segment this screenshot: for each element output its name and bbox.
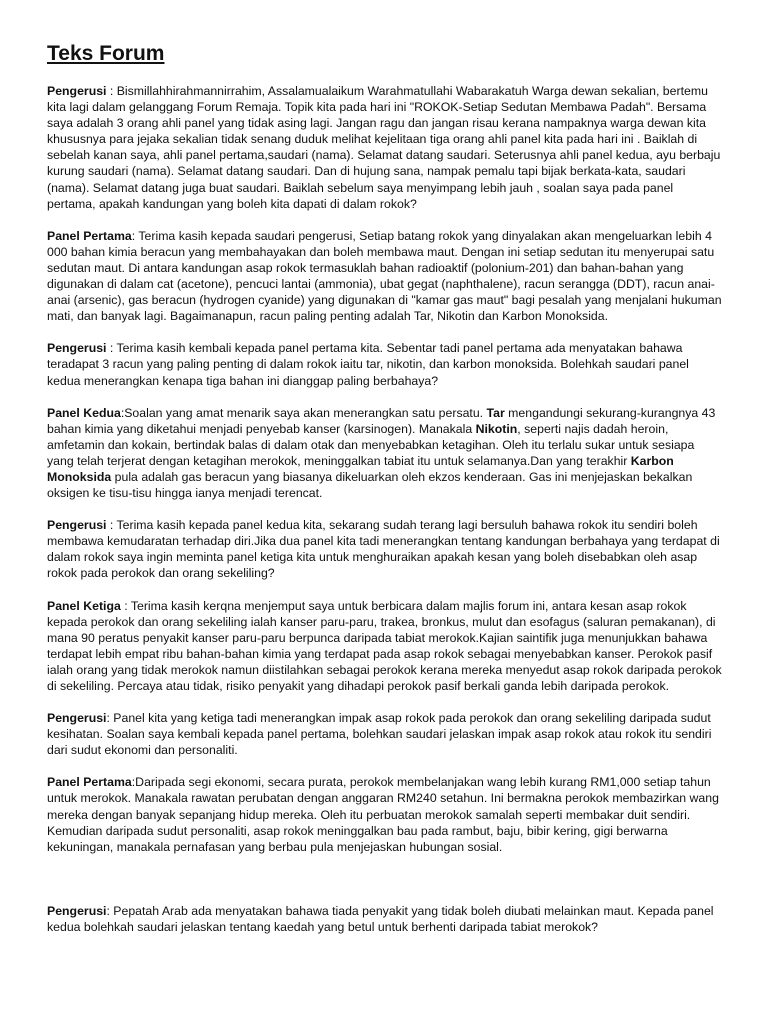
highlighted-term: Nikotin <box>475 421 518 436</box>
forum-paragraph <box>47 517 724 581</box>
paragraph-text: : Terima kasih kepada panel kedua kita, sekarang sudah terang lagi bersuluh bahawa rokok itu sendiri boleh membawa kemudaratan terhadap diri.Jika dua panel kita tadi menerangkan tentang kandungan berbahaya yang terdapat di dalam rokok saya ingin meminta panel ketiga kita untuk menghuraikan apakah kesan yang boleh disebabkan oleh asap rokok pada perokok dan orang sekeliling? <box>47 518 720 581</box>
paragraph-text: , seperti najis dadah heroin, amfetamin dan kokain, bertindak balas di dalam otak dan menyebabkan ketagihan. Oleh itu terlalu sukar untuk sesiapa yang telah terjerat dengan ketagihan merokok, meninggalkan tabiat itu untuk selamanya.Dan yang terakhir <box>47 421 695 468</box>
paragraph-text: mengandungi sekurang-kurangnya 43 bahan kimia yang diketahui menjadi penyebab kanser (karsinogen). Manakala <box>47 405 716 436</box>
forum-paragraph <box>47 903 724 935</box>
speaker-label: Pengerusi <box>47 903 107 918</box>
paragraph-text: :Daripada segi ekonomi, secara purata, perokok membelanjakan wang lebih kurang RM1,000 setiap tahun untuk merokok. Manakala rawatan perubatan dengan anggaran RM240 setahun. Ini bermakna perokok membazirkan wang mereka dengan banyak sepanjang hidup mereka. Oleh itu perbuatan merokok samalah seperti membakar duit sendiri. Kemudian daripada sudut personaliti, asap rokok meninggalkan bau pada rambut, baju, bibir kering, gigi berwarna kekuningan, manakala pernafasan yang berbau pula menjejaskan hubungan sosial. <box>47 775 719 854</box>
paragraph-text: : Terima kasih kerqna menjemput saya untuk berbicara dalam majlis forum ini, antara kesan asap rokok kepada perokok dan orang sekeliling ialah kanser paru-paru, trakea, bronkus, mulut dan esofagus (saluran pemakanan), di mana 90 peratus penyakit kanser paru-paru berpunca daripada tabiat merokok.Kajian saintifik juga menunjukkan bahawa terdapat lebih empat ribu bahan-bahan kimia yang terdapat pada asap rokok sebagai menyebabkan kanser. Perokok pasif ialah orang yang tidak merokok namun diistilahkan sebagai perokok kerana mereka menyedut asap rokok daripada perokok di sekeliling. Percaya atau tidak, risiko penyakit yang dihadapi perokok pasif berkali ganda lebih daripada perokok. <box>47 598 722 693</box>
document-title: Teks Forum <box>47 42 165 65</box>
highlighted-term: Karbon Monoksida <box>47 453 674 484</box>
paragraph-text: : Bismillahhirahmannirrahim, Assalamualaikum Warahmatullahi Wabarakatuh Warga dewan sekalian, bertemu kita lagi dalam gelanggang Forum Remaja. Topik kita pada hari ini "ROKOK-Setiap Sedutan Membawa Padah". Bersama saya adalah 3 orang ahli panel yang tidak asing lagi. Jangan ragu dan jangan risau kerana nampaknya warga dewan kita khususnya para jejaka sekalian tidak senang duduk melihat kejelitaan tiga orang ahli panel kita pada hari ini . Baiklah di sebelah kanan saya, ahli panel pertama,saudari (nama). Selamat datang saudari. Seterusnya ahli panel kedua, ayu berbaju kurung saudari (nama). Selamat datang saudari. Dan di hujung sana, nampak pemalu tapi bijak berkata-kata, saudari (nama). Selamat datang juga buat saudari. Baiklah sebelum saya menyimpang lebih jauh , soalan saya pada panel pertama, apakah kandungan yang boleh kita dapati di dalam rokok? <box>47 84 721 211</box>
speaker-label: Pengerusi <box>47 711 107 726</box>
forum-paragraph <box>47 710 724 758</box>
forum-paragraph <box>47 83 724 212</box>
speaker-label: Panel Ketiga <box>47 598 121 613</box>
paragraph-text: : Terima kasih kepada saudari pengerusi, Setiap batang rokok yang dinyalakan akan mengeluarkan lebih 4 000 bahan kimia beracun yang membahayakan dan boleh membawa maut. Dengan ini setiap sedutan itu menyerupai satu sedutan maut. Di antara kandungan asap rokok termasuklah bahan radioaktif (polonium-201) dan bahan-bahan yang digunakan di dalam cat (acetone), pencuci lantai (ammonia), ubat gegat (naphthalene), racun serangga (DDT), racun anai-anai (arsenic), gas beracun (hydrogen cyanide) yang digunakan di "kamar gas maut" bagi pesalah yang menjalani hukuman mati, dan banyak lagi. Bagaimanapun, racun paling penting adalah Tar, Nikotin dan Karbon Monoksida. <box>47 228 722 324</box>
highlighted-term: Tar <box>486 405 505 420</box>
paragraph-text: pula adalah gas beracun yang biasanya dikeluarkan oleh ekzos kenderaan. Gas ini menjejaskan bekalkan oksigen ke tisu-tisu hingga ianya menjadi terencat. <box>47 469 693 501</box>
paragraph-text: : Terima kasih kembali kepada panel pertama kita. Sebentar tadi panel pertama ada menyatakan bahawa teradapat 3 racun yang paling penting di dalam rokok iaitu tar, nikotin, dan karbon monoksida. Bolehkah saudari panel kedua menerangkan kenapa tiga bahan ini dianggap paling berbahaya? <box>47 341 689 388</box>
forum-paragraph <box>47 774 724 854</box>
speaker-label: Panel Pertama <box>47 775 132 790</box>
forum-transcript <box>47 83 724 935</box>
forum-paragraph <box>47 228 724 325</box>
speaker-label: Pengerusi <box>47 84 107 98</box>
forum-paragraph <box>47 340 724 388</box>
forum-paragraph <box>47 598 724 695</box>
paragraph-text: :Soalan yang amat menarik saya akan menerangkan satu persatu. <box>120 405 487 420</box>
paragraph-text: : Pepatah Arab ada menyatakan bahawa tiada penyakit yang tidak boleh diubati melainkan maut. Kepada panel kedua bolehkah saudari jelaskan tentang kaedah yang betul untuk berhenti daripada tabiat merokok? <box>47 903 714 934</box>
speaker-label: Pengerusi <box>47 341 107 356</box>
speaker-label: Pengerusi <box>47 518 107 533</box>
speaker-label: Panel Kedua <box>47 405 121 420</box>
paragraph-text: : Panel kita yang ketiga tadi menerangkan impak asap rokok pada perokok dan orang sekeliling daripada sudut kesihatan. Soalan saya kembali kepada panel pertama, bolehkan saudari jelaskan impak asap rokok atau rokok itu sendiri dari sudut ekonomi dan personaliti. <box>47 711 712 758</box>
forum-paragraph <box>47 405 724 502</box>
speaker-label: Panel Pertama <box>47 228 132 243</box>
